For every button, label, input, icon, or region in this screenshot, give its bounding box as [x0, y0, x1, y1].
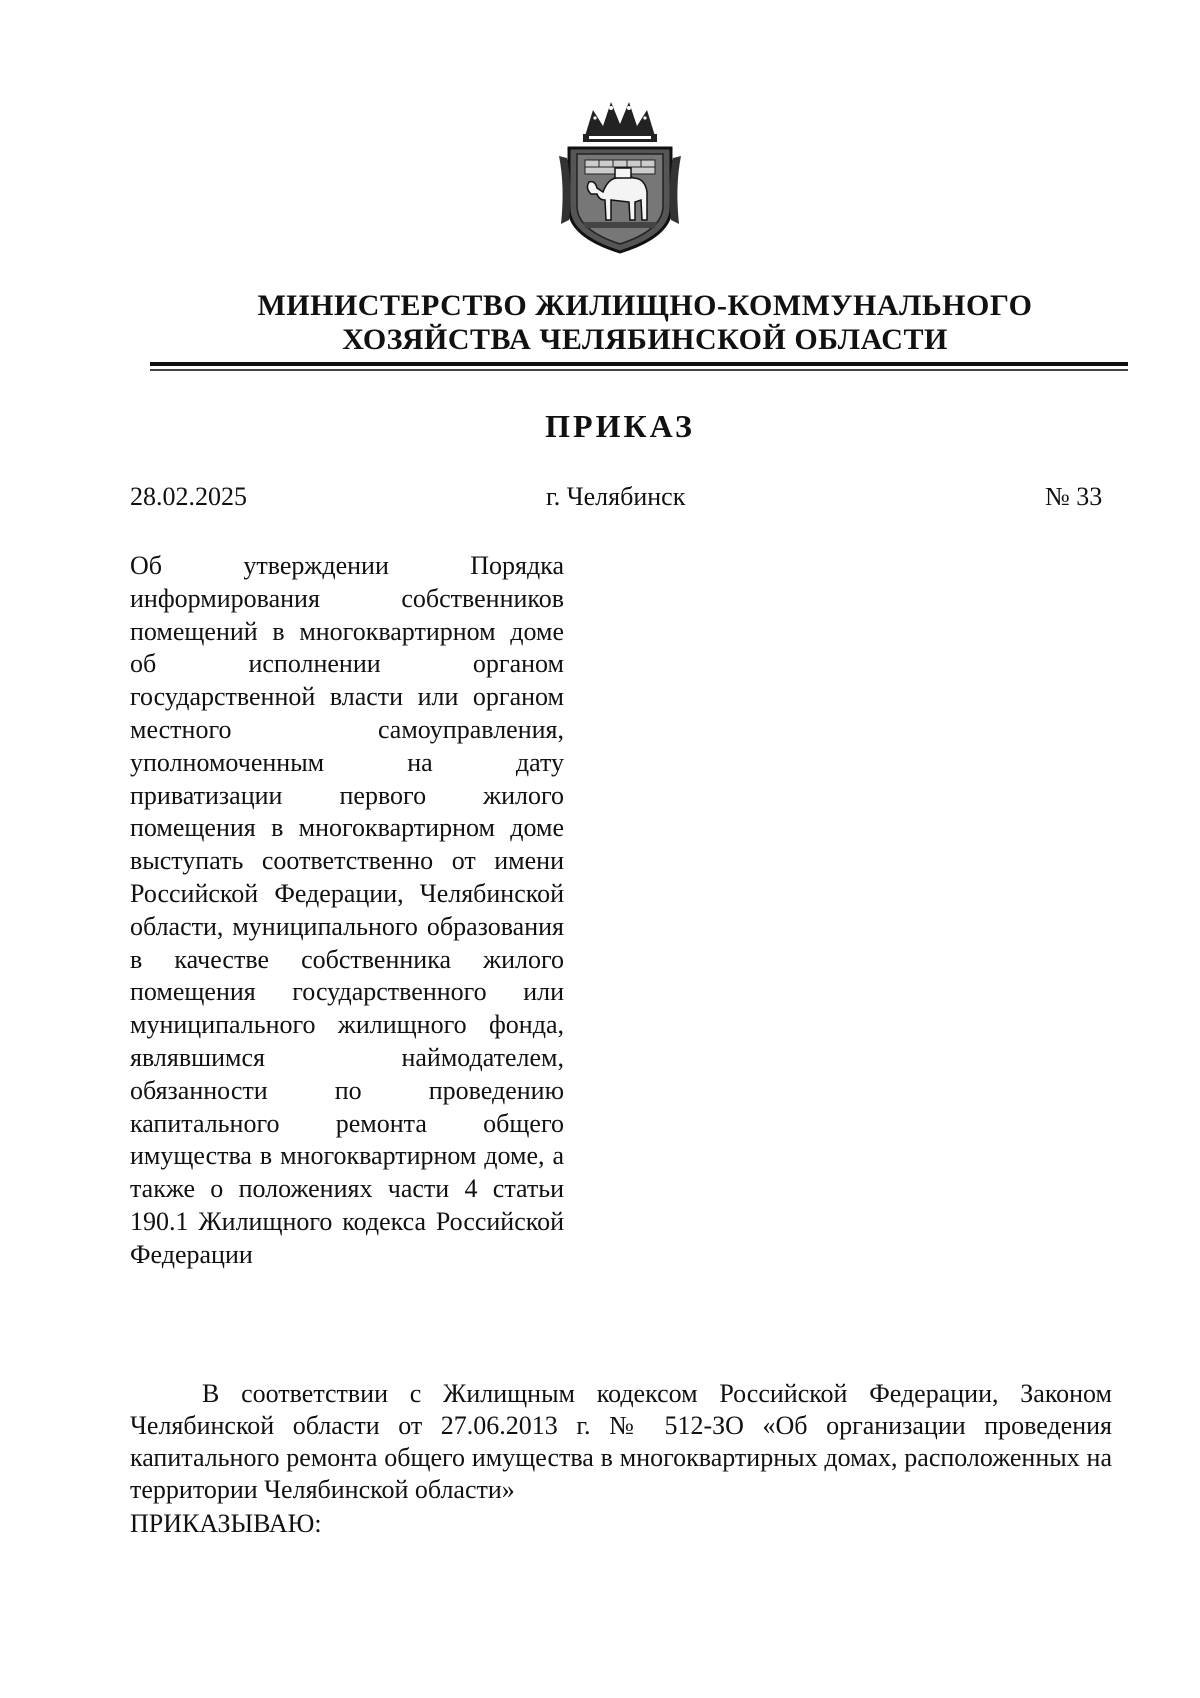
header-divider-thick	[150, 362, 1128, 366]
chelyabinsk-coat-of-arms-icon	[555, 96, 685, 256]
ministry-name-line-1: МИНИСТЕРСТВО ЖИЛИЩНО-КОММУНАЛЬНОГО	[257, 289, 1033, 322]
document-type-title: ПРИКАЗ	[545, 408, 695, 444]
order-preamble: В соответствии с Жилищным кодексом Российской Федерации, Законом Челябинской области от 27.06.2013 г. № 512-ЗО «Об организации проведения капитального ремонта общего имущества в многоквартирных домах, расположенных на территории Челябинской области»	[130, 1379, 1112, 1504]
order-city: г. Челябинск	[546, 482, 686, 511]
order-date: 28.02.2025	[130, 482, 247, 511]
ministry-name-line-2: ХОЗЯЙСТВА ЧЕЛЯБИНСКОЙ ОБЛАСТИ	[342, 323, 948, 356]
order-number: № 33	[1045, 482, 1103, 511]
order-command: ПРИКАЗЫВАЮ:	[130, 1509, 322, 1538]
header-divider-thin	[150, 369, 1128, 371]
order-subject: Об утверждении Порядка информирования собственников помещений в многоквартирном доме об исполнении органом государственной власти или органом местного самоуправления, уполномоченным на дату приватизации первого жилого помещения в многоквартирном доме выступать соответственно от имени Российской Федерации, Челябинской области, муниципального образования в качестве собственника жилого помещения государственного или муниципального жилищного фонда, являвшимся наймодателем, обязанности по проведению капитального ремонта общего имущества в многоквартирном доме, а также о положениях части 4 статьи 190.1 Жилищного кодекса Российской Федерации	[130, 551, 564, 1269]
